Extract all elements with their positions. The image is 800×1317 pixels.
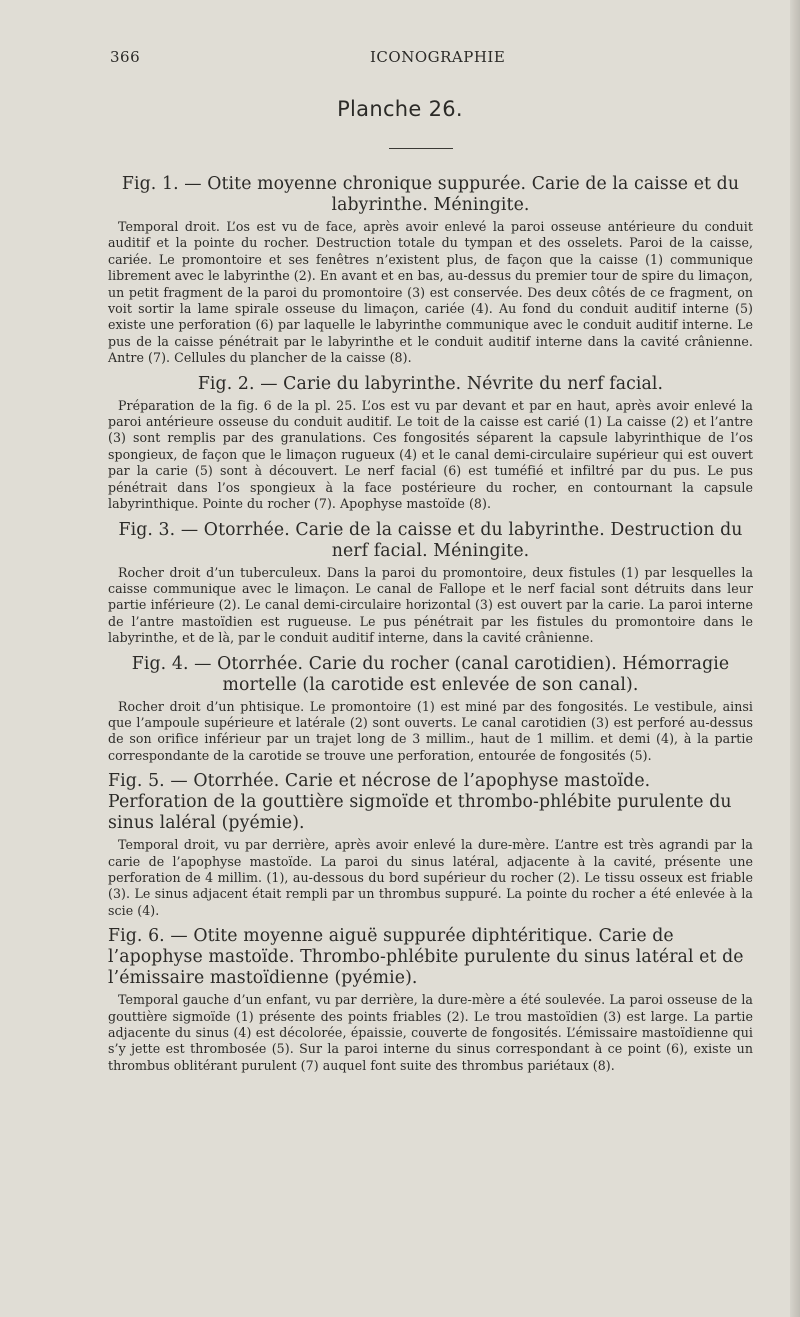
figure-3 (108, 520, 753, 647)
figure-5-title: Fig. 5. — Otorrhée. Carie et nécrose de l’apophyse mastoïde. Perforation de la gouttière sigmoïde et thrombo-phlébite purulente du sinus laléral (pyémie). (108, 771, 732, 834)
title-rule (389, 148, 453, 149)
running-title: ICONOGRAPHIE (370, 48, 506, 66)
page-number: 366 (110, 48, 141, 66)
figure-2 (108, 374, 753, 513)
figure-4-description: Rocher droit d’un phtisique. Le promontoire (1) est miné par des fongosités. Le vestibule, ainsi que l’ampoule supérieure et latérale (2) sont ouverts. Le canal carotidien (3) est perforé au-dessus de son orifice inférieur par un trajet long de 3 millim., haut de 1 millim. et demi (4), à la partie correspondante de la carotide se trouve une perforation, entourée de fongosités (5). (108, 698, 753, 763)
figure-1-title: Fig. 1. — Otite moyenne chronique suppurée. Carie de la caisse et du labyrinthe. Méningite. (121, 174, 740, 215)
figure-4 (108, 654, 753, 765)
figure-3-title: Fig. 3. — Otorrhée. Carie de la caisse et du labyrinthe. Destruction du nerf facial. Méningite. (118, 519, 743, 561)
figure-2-description: Préparation de la fig. 6 de la pl. 25. L’os est vu par devant et par en haut, après avoir enlevé la paroi antérieure osseuse du conduit auditif. Le toit de la caisse est carié (1) La caisse (2) et l’antre (3) sont remplis par des granulations. Ces fongosités séparent la capsule labyrinthique de l’os spongieux, de façon que le limaçon rugueux (4) et le canal demi-circulaire supérieur qui est ouvert par la carie (5) sont à découvert. Le nerf facial (6) est tuméfié et infiltré par du pus. Le pus pénétrait dans l’os spongieux à la face postérieure du rocher, en contournant la capsule labyrinthique. Pointe du rocher (7). Apophyse mastoïde (8). (108, 397, 753, 512)
figure-1 (108, 174, 753, 367)
figure-6-title: Fig. 6. — Otite moyenne aiguë suppurée diphtéritique. Carie de l’apophyse mastoïde. Thrombo-phlébite purulente du sinus latéral et de l’émissaire mastoïdienne (pyémie). (108, 926, 744, 989)
figure-1-description: Temporal droit. L’os est vu de face, après avoir enlevé la paroi osseuse antérieure du conduit auditif et la pointe du rocher. Destruction totale du tympan et des osselets. Paroi de la caisse, cariée. Le promontoire et ses fenêtres n’existent plus, de façon que la caisse (1) communique librement avec le labyrinthe (2). En avant et en bas, au-dessus du premier tour de spire du limaçon, un petit fragment de la paroi du promontoire (3) est conservée. Des deux côtés de ce fragment, on voit sortir la lame spirale osseuse du limaçon, cariée (4). Au fond du conduit auditif interne (5) existe une perforation (6) par laquelle le labyrinthe communique avec le conduit auditif interne. Le pus de la caisse pénétrait par le labyrinthe et le conduit auditif interne dans la cavité crânienne. Antre (7). Cellules du plancher de la caisse (8). (108, 219, 753, 366)
plate-title: Planche 26. (337, 97, 463, 121)
figure-list (108, 174, 753, 1081)
figure-5 (108, 771, 753, 919)
page-edge (790, 0, 800, 1317)
figure-6-description: Temporal gauche d’un enfant, vu par derrière, la dure-mère a été soulevée. La paroi osseuse de la gouttière sigmoïde (1) présente des points friables (2). Le trou mastoïdien (3) est large. La partie adjacente du sinus (4) est décolorée, épaissie, couverte de fongosités. L’émissaire mastoïdienne qui s’y jette est thrombosée (5). Sur la paroi interne du sinus correspondant à ce point (6), existe un thrombus oblitérant purulent (7) auquel font suite des thrombus pariétaux (8). (108, 992, 753, 1073)
figure-4-title: Fig. 4. — Otorrhée. Carie du rocher (canal carotidien). Hémorragie mortelle (la carotide est enlevée de son canal). (131, 653, 730, 695)
figure-5-description: Temporal droit, vu par derrière, après avoir enlevé la dure-mère. L’antre est très agrandi par la carie de l’apophyse mastoïde. La paroi du sinus latéral, adjacente à la cavité, présente une perforation de 4 millim. (1), au-dessous du bord supérieur du rocher (2). Le tissu osseux est friable (3). Le sinus adjacent était rempli par un thrombus suppuré. La pointe du rocher a été enlevée à la scie (4). (108, 837, 753, 918)
figure-6 (108, 926, 753, 1074)
figure-2-title: Fig. 2. — Carie du labyrinthe. Névrite du nerf facial. (197, 373, 664, 394)
figure-3-description: Rocher droit d’un tuberculeux. Dans la paroi du promontoire, deux fistules (1) par lesquelles la caisse communique avec le limaçon. Le canal de Fallope et le nerf facial sont détruits dans leur partie inférieure (2). Le canal demi-circulaire horizontal (3) est ouvert par la carie. La paroi interne de l’antre mastoïdien est rugueuse. Le pus pénétrait par les fistules du promontoire dans le labyrinthe, et de là, par le conduit auditif interne, dans la cavité crânienne. (108, 564, 753, 646)
